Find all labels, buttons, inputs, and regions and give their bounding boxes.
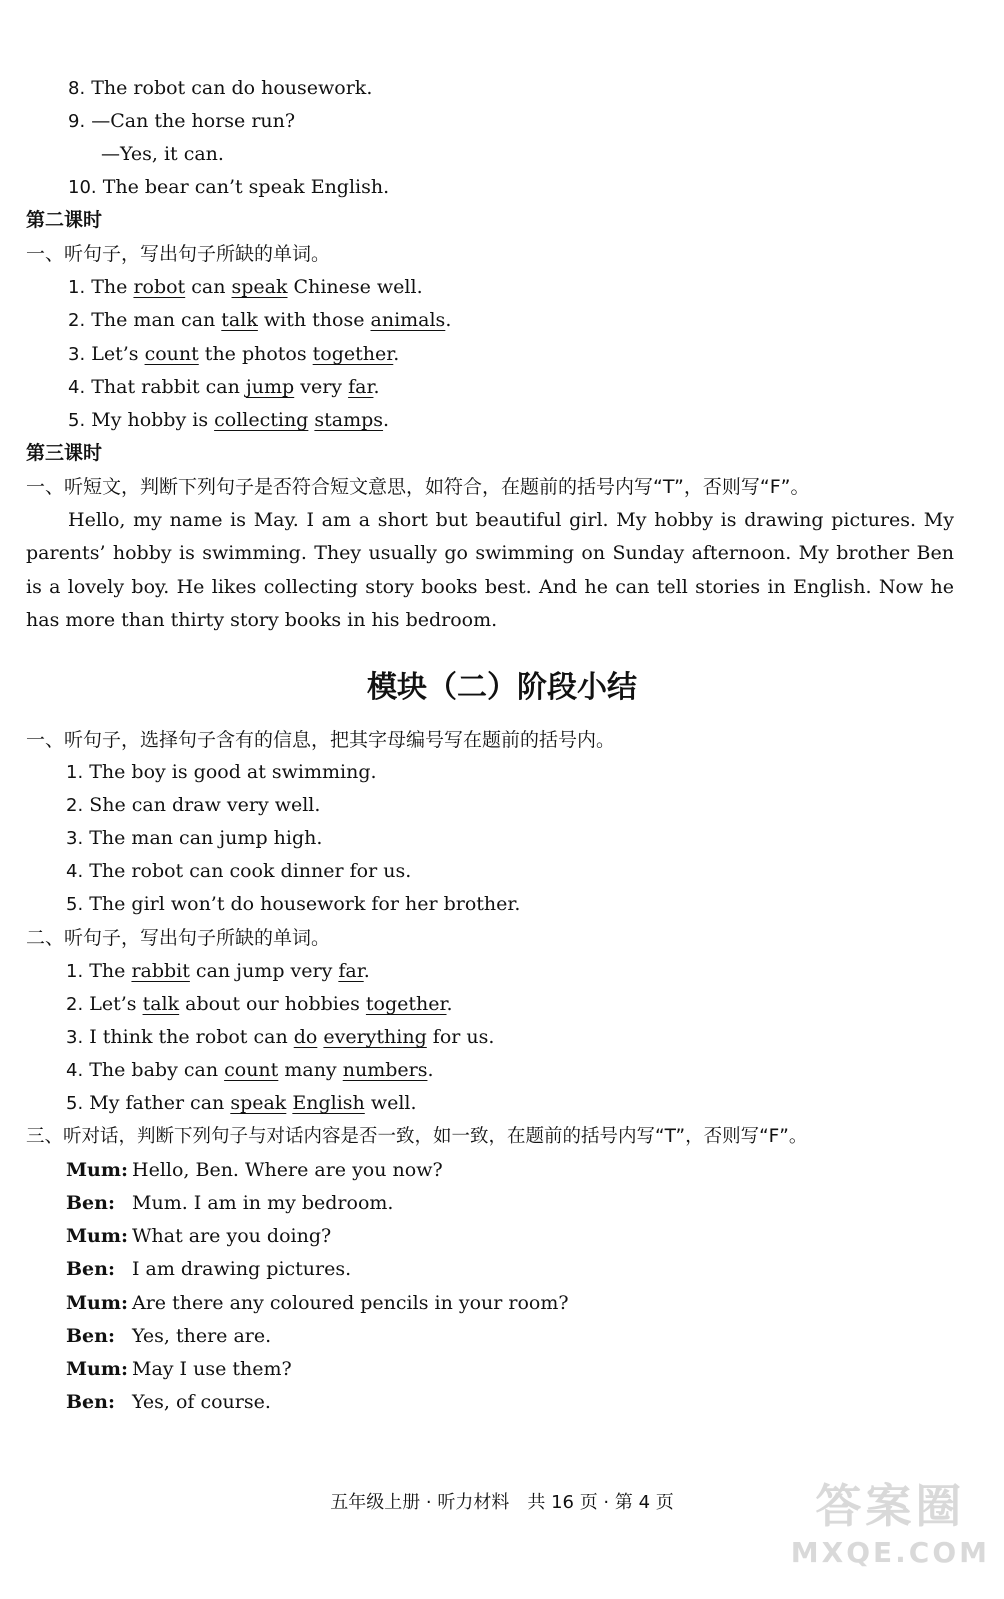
fill-item: 2. Let’s talk about our hobbies together. <box>66 993 453 1015</box>
section-heading: 第二课时 <box>26 209 103 231</box>
watermark-top: 答案圈 <box>815 1479 966 1533</box>
answer-word: far <box>338 960 364 982</box>
instruction: 一、听句子，选择句子含有的信息，把其字母编号写在题前的括号内。 <box>26 729 616 751</box>
dialogue-line: Ben: Yes, of course. <box>66 1391 271 1413</box>
answer-word: count <box>144 343 199 365</box>
fill-item: 5. My hobby is collecting stamps. <box>68 409 390 431</box>
answer-word: stamps <box>314 409 384 431</box>
instruction: 三、听对话，判断下列句子与对话内容是否一致，如一致，在题前的括号内写“T”，否则写“F”。 <box>26 1126 808 1147</box>
fill-item: 5. My father can speak English well. <box>66 1092 417 1114</box>
fill-item: 3. Let’s count the photos together. <box>68 343 400 365</box>
answer-word: speak <box>231 276 288 298</box>
fill-item: 2. The man can talk with those animals. <box>68 309 452 331</box>
answer-word: do <box>293 1026 318 1048</box>
answer-word: far <box>348 376 374 398</box>
dialogue-line: Mum: What are you doing? <box>66 1225 332 1247</box>
answer-word: English <box>292 1092 365 1114</box>
fill-item: 3. I think the robot can do everything for us. <box>66 1026 495 1048</box>
fill-item: 1. The robot can speak Chinese well. <box>68 276 423 298</box>
list-item: 1. The boy is good at swimming. <box>66 761 377 783</box>
list-item: 4. The robot can cook dinner for us. <box>66 860 412 882</box>
answer-word: talk <box>142 993 180 1015</box>
answer-word: together <box>365 993 447 1015</box>
list-item: 5. The girl won’t do housework for her brother. <box>66 893 521 915</box>
fill-item: 4. The baby can count many numbers. <box>66 1059 434 1081</box>
fill-item: 1. The rabbit can jump very far. <box>66 960 370 982</box>
answer-word: numbers <box>342 1059 428 1081</box>
answer-word: jump <box>245 376 295 398</box>
answer-word: collecting <box>214 409 309 431</box>
dialogue-line: Ben: I am drawing pictures. <box>66 1258 352 1280</box>
answer-word: rabbit <box>131 960 190 982</box>
passage: Hello, my name is May. I am a short but beautiful girl. My hobby is drawing pictures. My parents’ hobby is swimming. They usually go swimming on Sunday afternoon. My brother Ben is a lovely boy. He likes collecting story books best. And he can tell stories in English. Now he has more than thirty story books in his bedroom. <box>26 509 954 631</box>
instruction: 一、听短文，判断下列句子是否符合短文意思，如符合，在题前的括号内写“T”，否则写“F”。 <box>26 476 810 498</box>
answer-word: count <box>224 1059 279 1081</box>
list-item: 2. She can draw very well. <box>66 794 321 816</box>
list-item: 9. —Can the horse run? <box>68 110 296 132</box>
dialogue-line: Mum: Hello, Ben. Where are you now? <box>66 1159 443 1181</box>
answer-word: talk <box>221 309 258 331</box>
answer-word: everything <box>323 1026 427 1048</box>
fill-item: 4. That rabbit can jump very far. <box>68 376 380 398</box>
instruction: 一、听句子，写出句子所缺的单词。 <box>26 243 331 265</box>
answer-word: animals <box>370 309 446 331</box>
dialogue-line: Mum: May I use them? <box>66 1358 292 1380</box>
watermark-bottom: MXQE.COM <box>790 1536 990 1569</box>
dialogue-line: Ben: Yes, there are. <box>66 1325 272 1347</box>
dialogue-line: Ben: Mum. I am in my bedroom. <box>66 1192 394 1214</box>
answer-word: robot <box>133 276 186 298</box>
list-item: 8. The robot can do housework. <box>68 77 373 99</box>
answer-word: speak <box>230 1092 287 1114</box>
page-footer: 五年级上册 · 听力材料 共 16 页 · 第 4 页 <box>330 1492 674 1513</box>
list-item: 3. The man can jump high. <box>66 827 323 849</box>
instruction: 二、听句子，写出句子所缺的单词。 <box>26 927 331 949</box>
watermark <box>791 1470 990 1569</box>
list-item: 10. The bear can’t speak English. <box>68 176 390 198</box>
answer-word: together <box>312 343 394 365</box>
section-heading: 第三课时 <box>26 442 103 464</box>
page-title: 模块（二）阶段小结 <box>367 670 637 705</box>
list-item: —Yes, it can. <box>101 143 224 165</box>
dialogue-line: Mum: Are there any coloured pencils in your room? <box>66 1292 569 1314</box>
